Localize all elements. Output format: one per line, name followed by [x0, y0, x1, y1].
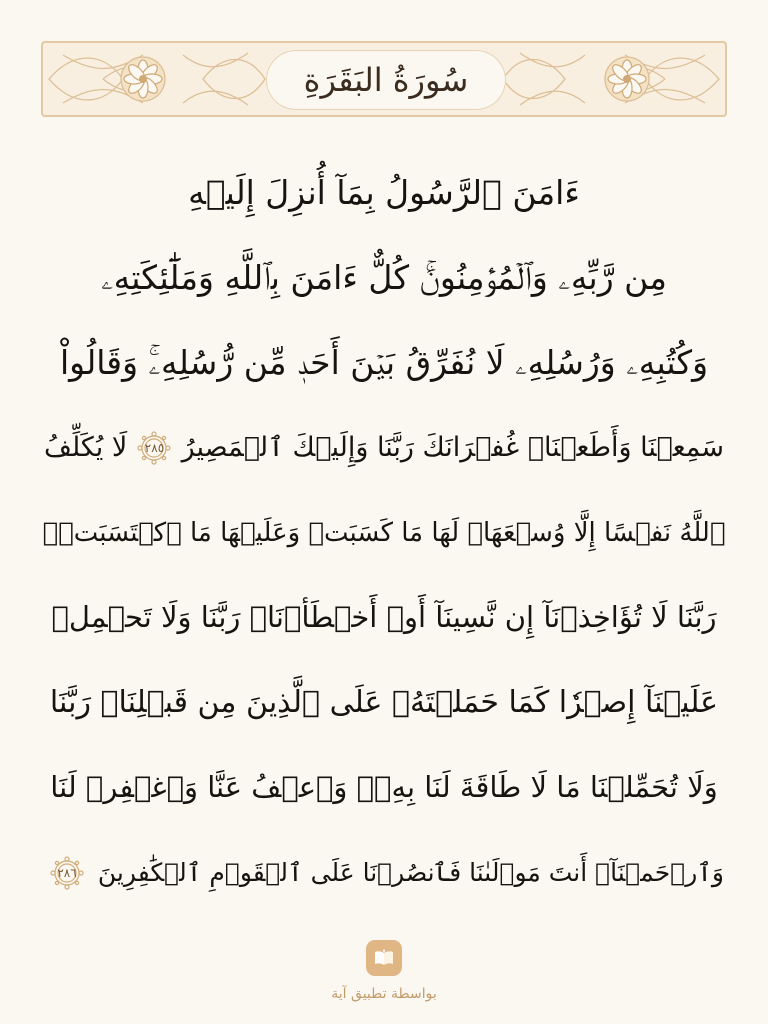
verse-line-4: [44, 405, 724, 490]
book-icon: [372, 946, 396, 970]
right-rosette-icon: [605, 57, 649, 101]
verse-line-4-part-2: لَا يُكَلِّفُ: [44, 432, 128, 463]
verses-block: [44, 150, 724, 915]
footer: [0, 940, 768, 1002]
footer-attribution: بواسطة تطبيق آية: [331, 986, 437, 1002]
verse-line-1: ءَامَنَ ٱلرَّسُولُ بِمَآ أُنزِلَ إِلَيۡهِ: [188, 173, 580, 212]
surah-header-banner: [41, 41, 727, 117]
verse-line-9-text: وَٱرۡحَمۡنَآۚ أَنتَ مَوۡلَىٰنَا فَٱنصُرۡنَا عَلَى ٱلۡقَوۡمِ ٱلۡكَٰفِرِينَ: [97, 858, 724, 887]
verse-line-8: وَلَا تُحَمِّلۡنَا مَا لَا طَاقَةَ لَنَا بِهِۦۖ وَٱعۡفُ عَنَّا وَٱغۡفِرۡ لَنَا: [50, 770, 718, 804]
verse-line-7: عَلَيۡنَآ إِصۡرٗا كَمَا حَمَلۡتَهُۥ عَلَى ٱلَّذِينَ مِن قَبۡلِنَاۚ رَبَّنَا: [49, 684, 719, 720]
verse-line-2: مِن رَّبِّهِۦ وَٱلۡمُؤۡمِنُونَۚ كُلٌّ ءَامَنَ بِٱللَّهِ وَمَلَٰٓئِكَتِهِۦ: [101, 258, 667, 297]
surah-title: سُورَةُ البَقَرَةِ: [303, 61, 469, 99]
ayah-number: ٢٨٦: [57, 865, 77, 880]
verse-line-4-part-1: سَمِعۡنَا وَأَطَعۡنَاۖ غُفۡرَانَكَ رَبَّنَا وَإِلَيۡكَ ٱلۡمَصِيرُ: [181, 432, 724, 463]
ayah-marker-285: [137, 431, 171, 465]
verse-line-5: ٱللَّهُ نَفۡسًا إِلَّا وُسۡعَهَاۚ لَهَا مَا كَسَبَتۡ وَعَلَيۡهَا مَا ٱكۡتَسَبَتۡۗ: [42, 517, 726, 548]
left-rosette-icon: [121, 57, 165, 101]
verse-line-3: وَكُتُبِهِۦ وَرُسُلِهِۦ لَا نُفَرِّقُ بَيۡنَ أَحَدٖ مِّن رُّسُلِهِۦۚ وَقَالُواْ: [59, 343, 709, 382]
verse-line-6: رَبَّنَا لَا تُؤَاخِذۡنَآ إِن نَّسِينَآ أَوۡ أَخۡطَأۡنَاۚ رَبَّنَا وَلَا تَحۡمِلۡ: [51, 600, 717, 634]
verse-line-9: [44, 830, 724, 915]
ayah-marker-286: [50, 856, 84, 890]
ayah-number: ٢٨٥: [144, 440, 165, 455]
app-logo[interactable]: [366, 940, 402, 976]
title-cartouche: [266, 50, 506, 110]
